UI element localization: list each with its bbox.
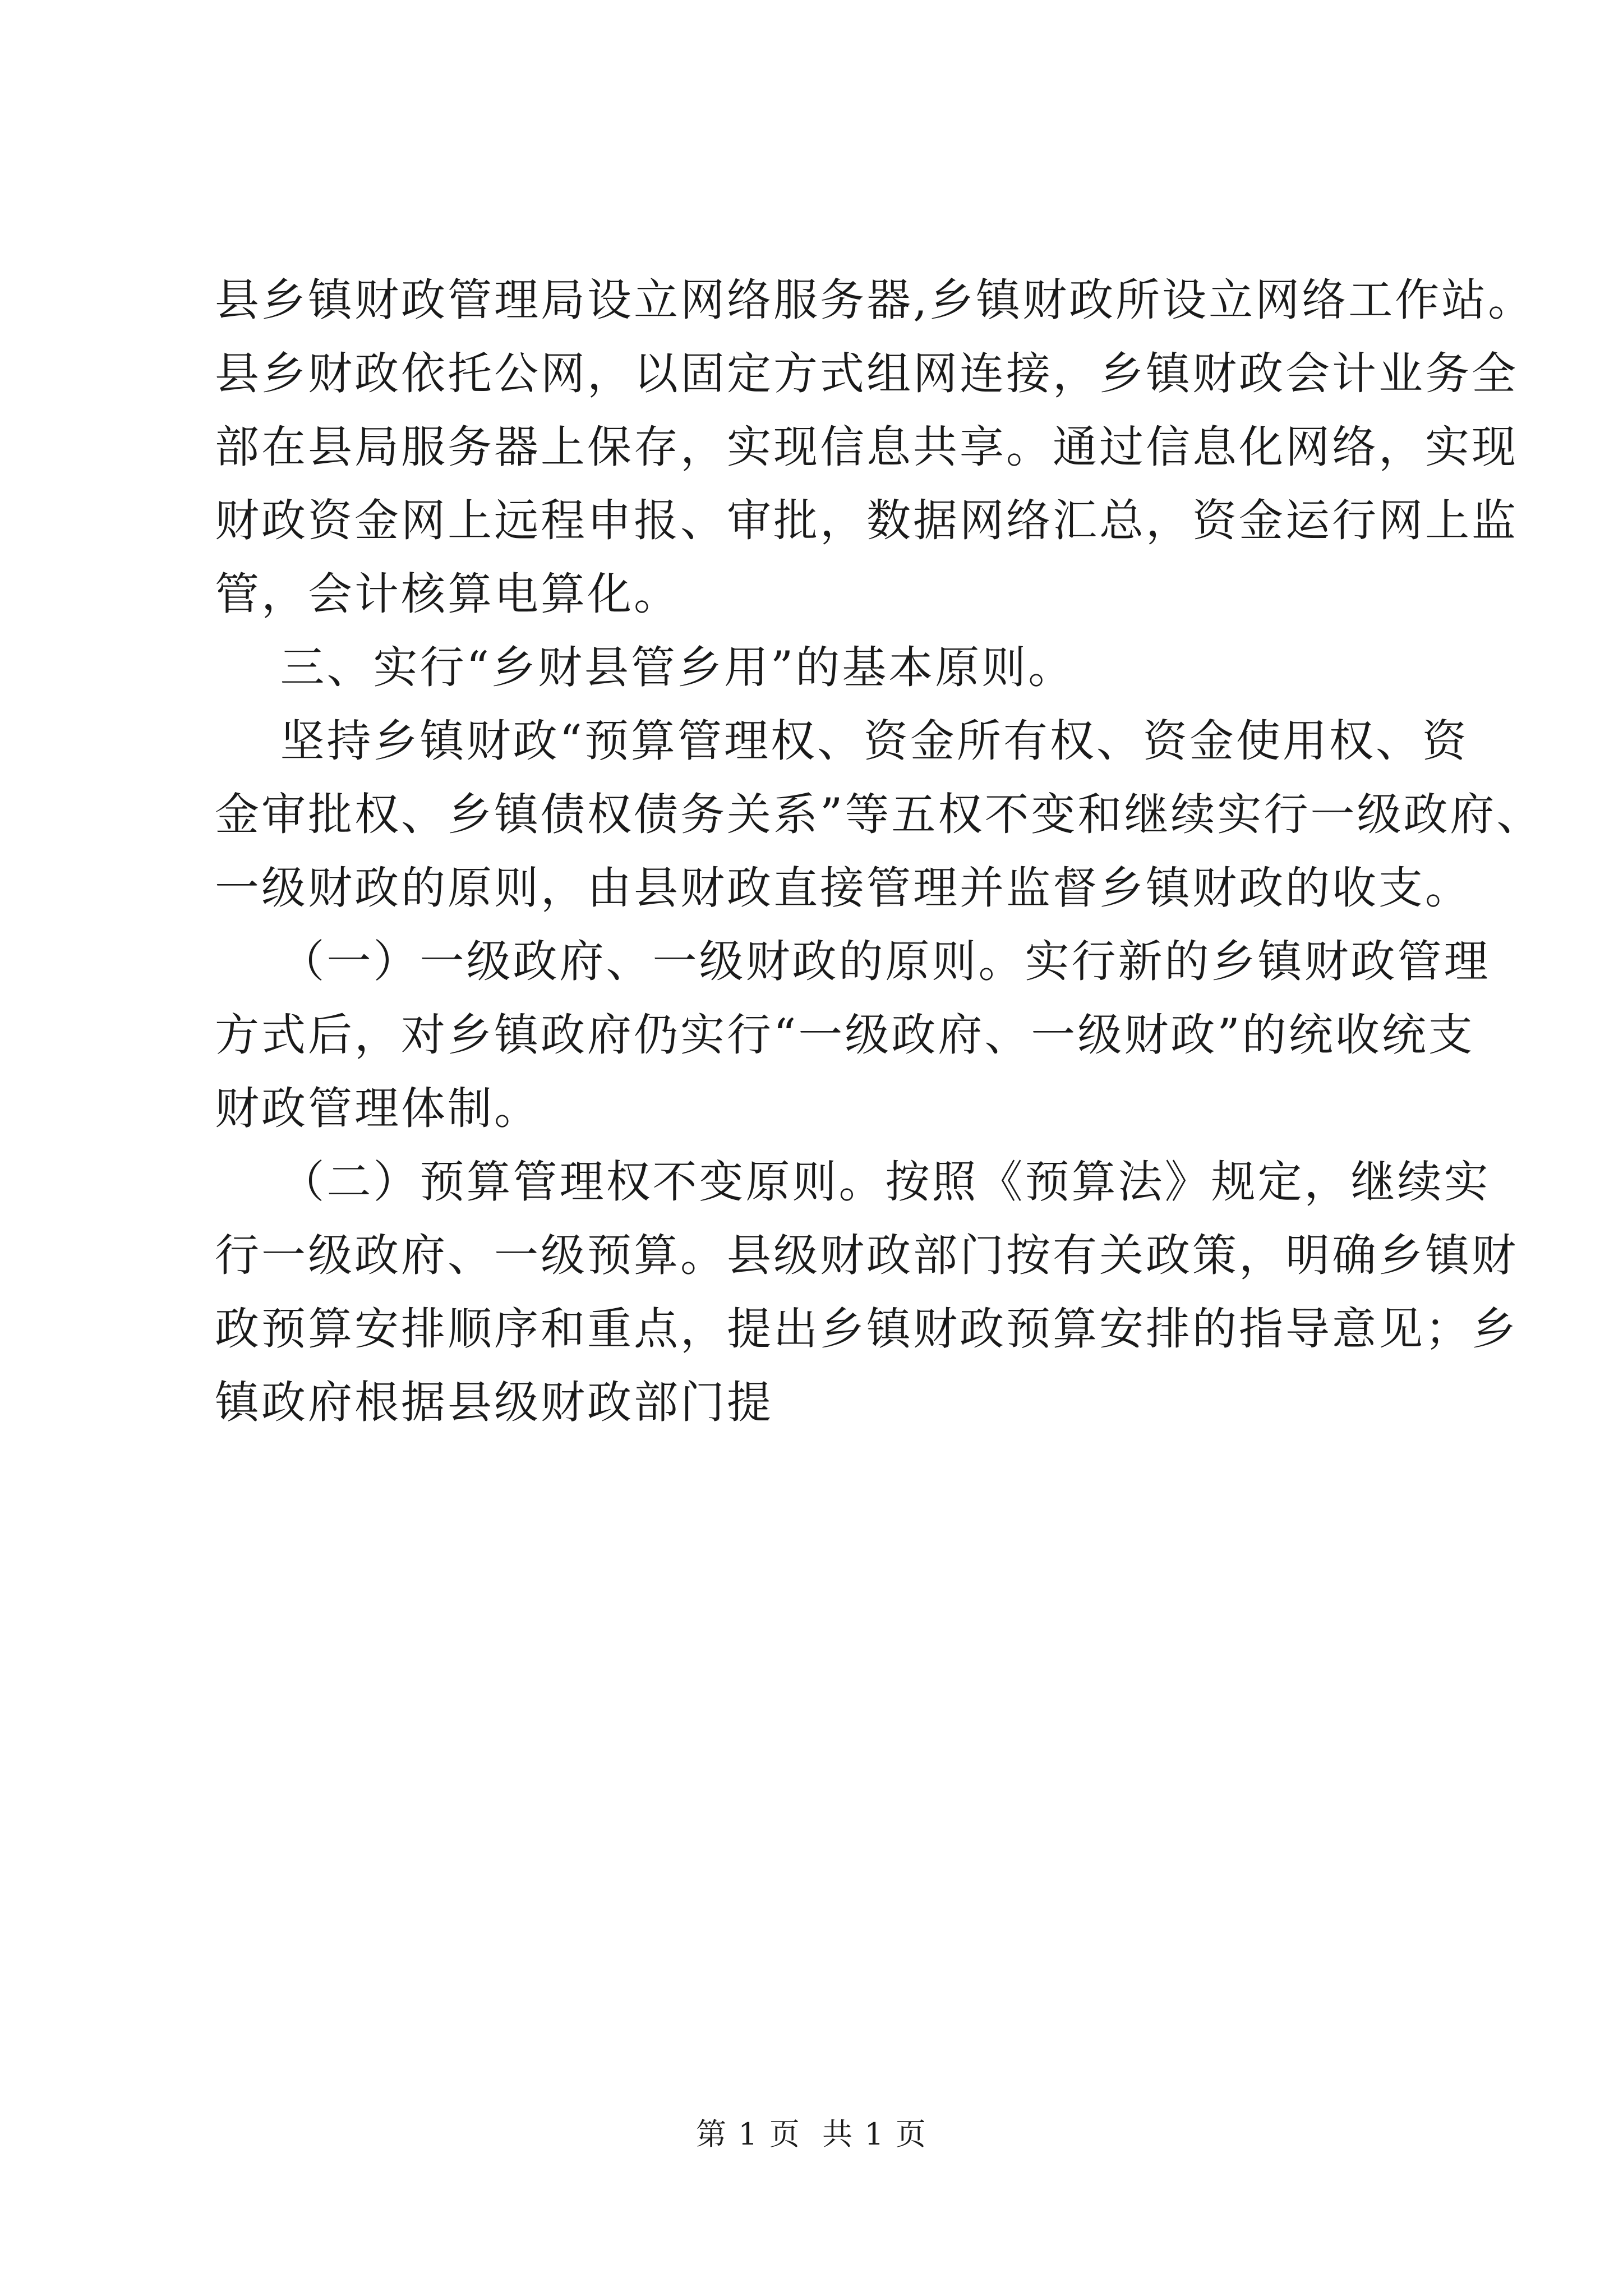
section-heading: 三、实行“乡财县管乡用”的基本原则。 — [215, 642, 1075, 693]
text-line: 坚持乡镇财政“预算管理权、资金所有权、资金使用权、资 — [215, 715, 1469, 767]
text-line: 县乡财政依托公网，以固定方式组网连接，乡镇财政会计业务全 — [215, 348, 1518, 399]
text-line: 行一级政府、一级预算。县级财政部门按有关政策，明确乡镇财 — [215, 1230, 1518, 1281]
text-line: 政预算安排顺序和重点，提出乡镇财政预算安排的指导意见；乡 — [215, 1303, 1518, 1355]
text-line: 镇政府根据县级财政部门提 — [215, 1377, 773, 1428]
text-line: 管，会计核算电算化。 — [215, 568, 680, 620]
text-line: 一级财政的原则，由县财政直接管理并监督乡镇财政的收支。 — [215, 862, 1472, 914]
text-line: （二）预算管理权不变原则。按照《预算法》规定，继续实 — [215, 1156, 1491, 1208]
text-line: 金审批权、乡镇债权债务关系”等五权不变和继续实行一级政府、 — [215, 789, 1543, 840]
text-line: 县乡镇财政管理局设立网络服务器,乡镇财政所设立网络工作站。 — [215, 274, 1535, 326]
text-line: 财政管理体制。 — [215, 1083, 541, 1134]
document-body — [215, 264, 1543, 1439]
text-line: 财政资金网上远程申报、审批，数据网络汇总，资金运行网上监 — [215, 495, 1518, 546]
text-line: 部在县局服务器上保存，实现信息共享。通过信息化网络，实现 — [215, 421, 1518, 473]
text-line: （一）一级政府、一级财政的原则。实行新的乡镇财政管理 — [215, 936, 1491, 987]
page-number-footer: 第 1 页 共 1 页 — [696, 2116, 927, 2152]
text-line: 方式后，对乡镇政府仍实行“一级政府、一级财政”的统收统支 — [215, 1009, 1475, 1061]
